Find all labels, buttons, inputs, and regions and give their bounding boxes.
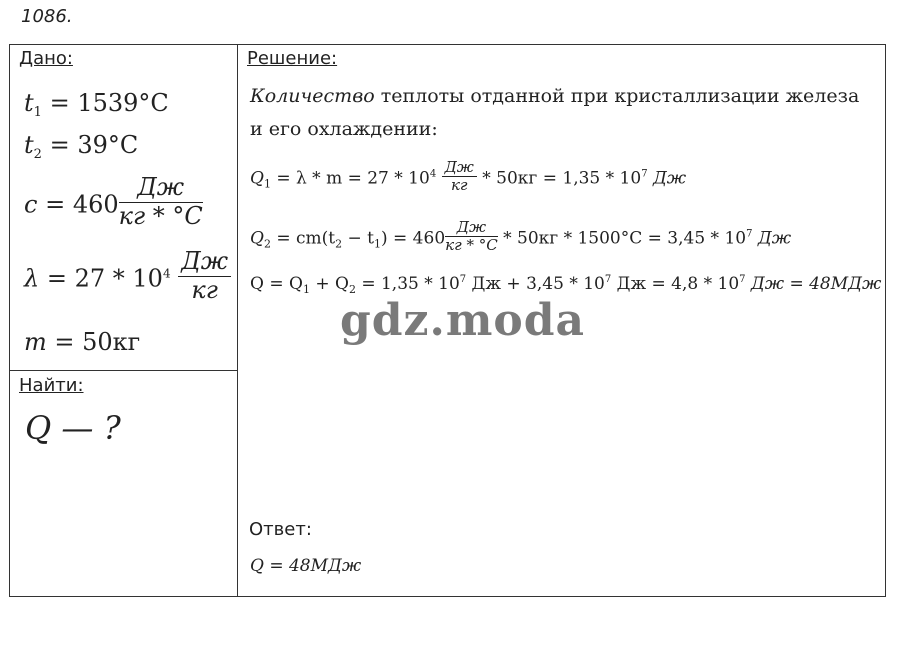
given-find-divider [10, 370, 238, 371]
column-divider [237, 45, 238, 596]
solution-heading: Решение: [247, 48, 338, 69]
solution-intro-line1: Количество теплоты отданной при кристаллизации железа [250, 85, 860, 107]
solution-intro-line2: и его охлаждении: [250, 118, 438, 140]
equation-q1: $Q_1 = \lambda * m = 27 * 10^4$ $\frac{Дж}{кг}$ * $50кг = 1,35 * 10^7$ Дж [250, 158, 687, 195]
given-c: c = 460 $\frac{Дж}{кг * ^\circ C}$ [24, 173, 203, 230]
answer-value: Q = 48МДж [250, 556, 362, 576]
problem-number: 1086. [21, 6, 73, 27]
given-t2: $t_2 = 39^\circ C$ [24, 131, 139, 162]
answer-label: Ответ: [249, 519, 312, 540]
given-m: m = 50кг [24, 328, 141, 356]
watermark-logo: gdz.moda [340, 295, 586, 346]
find-heading: Найти: [19, 375, 84, 396]
equation-q-total: $Q = Q_1 + Q_2 = 1,35 * 10^7$ Дж + $3,45 * 10^7$ Дж = $4,8 * 10^7$ Дж = 48МДж [250, 274, 882, 296]
given-lambda: $\lambda = 27 * 10^4$ $\frac{Дж}{кг}$ [24, 252, 231, 308]
given-heading: Дано: [19, 48, 73, 69]
given-t1: $t_1 = 1539^\circ C$ [24, 89, 169, 120]
find-query: Q — ? [25, 409, 121, 447]
equation-q2: $Q_2 = cm(t_2 - t_1) = 460$ $\frac{Дж}{кг * ^\circ C}$ * $50кг * 1500^\circ C = 3,45 * 10^7$ Дж [250, 218, 792, 255]
